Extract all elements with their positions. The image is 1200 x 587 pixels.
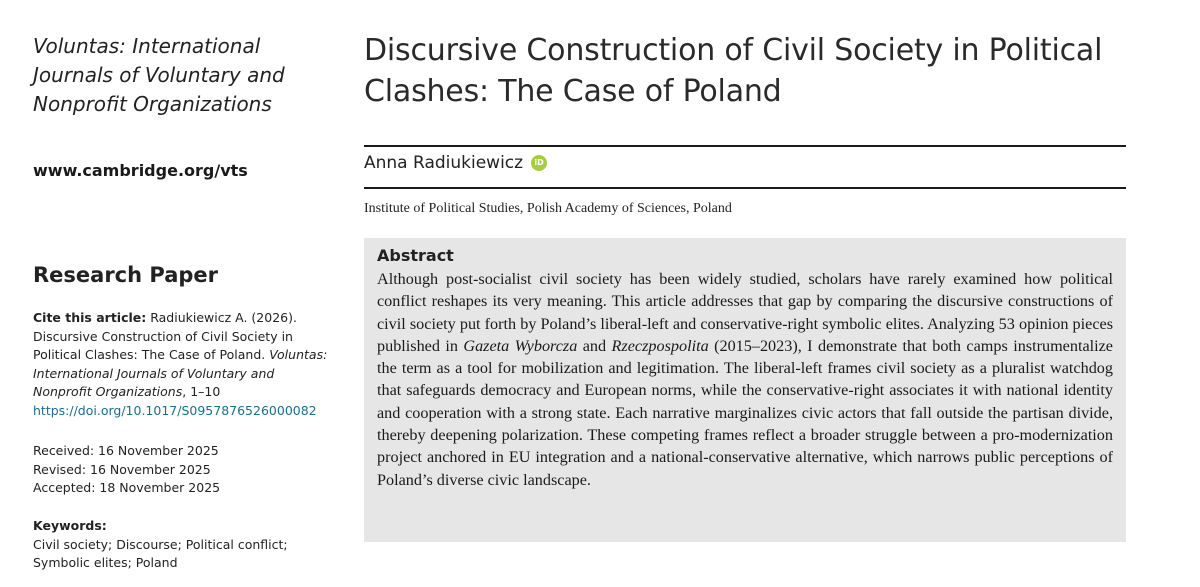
- abstract-and: and: [577, 336, 612, 355]
- accepted-date: Accepted: 18 November 2025: [33, 480, 221, 495]
- journal-url-link[interactable]: www.cambridge.org/vts: [33, 161, 248, 180]
- keywords-block: [33, 517, 333, 573]
- newspaper-rzeczpospolita: Rzeczpospolita: [611, 336, 709, 355]
- dates-block: [33, 442, 333, 498]
- citation-block: [33, 309, 333, 420]
- abstract-heading: Abstract: [377, 246, 454, 265]
- abstract-part-1: Although post-socialist civil society has been widely studied, scholars have rarely examined how political conflict reshapes its very meaning. This article addresses that gap by comparing the discursive constructions of civil society put forth by Poland’s liberal-left and conservative-right symbolic elites. Analyzing 53 opinion pieces published in: [377, 270, 1113, 355]
- abstract-box: [364, 238, 1126, 542]
- orcid-icon[interactable]: iD: [531, 155, 547, 171]
- citation-label: Cite this article:: [33, 310, 147, 325]
- citation-journal: Voluntas: International Journals of Voluntary and Nonprofit Organizations: [33, 347, 328, 399]
- keywords-list: Civil society; Discourse; Political conflict; Symbolic elites; Poland: [33, 536, 288, 570]
- title-divider: [364, 145, 1126, 147]
- author-row: [364, 153, 547, 173]
- paper-type-heading: Research Paper: [33, 263, 219, 287]
- revised-date: Revised: 16 November 2025: [33, 461, 211, 477]
- author-divider: [364, 187, 1126, 189]
- author-affiliation: Institute of Political Studies, Polish Academy of Sciences, Poland: [364, 201, 732, 216]
- abstract-text: [377, 268, 1113, 491]
- received-date: Received: 16 November 2025: [33, 443, 219, 458]
- keywords-label: Keywords:: [33, 518, 107, 533]
- abstract-part-2: (2015–2023), I demonstrate that both camps instrumentalize the term as a tool for mobilization and legitimation. The liberal-left frames civil society as a pluralist watchdog that safeguards democracy and European norms, while the conservative-right associates it with national identity and cooperation with a strong state. Each narrative marginalizes civic actors that fall outside the partisan divide, thereby deepening polarization. These competing frames reflect a broader struggle between a pro-modernization project anchored in EU integration and a national-conservative alternative, which narrows public perceptions of Poland’s diverse civic landscape.: [377, 336, 1113, 489]
- author-name: Anna Radiukiewicz: [364, 153, 524, 173]
- journal-name: Voluntas: International Journals of Voluntary and Nonprofit Organizations: [33, 34, 285, 116]
- doi-link[interactable]: https://doi.org/10.1017/S0957876526000082: [33, 402, 317, 418]
- citation-pages: , 1–10: [182, 384, 221, 399]
- article-title: Discursive Construction of Civil Society in Political Clashes: The Case of Poland: [364, 33, 1103, 109]
- citation-text: Radiukiewicz A. (2026). Discursive Construction of Civil Society in Political Clashes: The Case of Poland.: [33, 310, 297, 362]
- newspaper-gazeta: Gazeta Wyborcza: [463, 336, 578, 355]
